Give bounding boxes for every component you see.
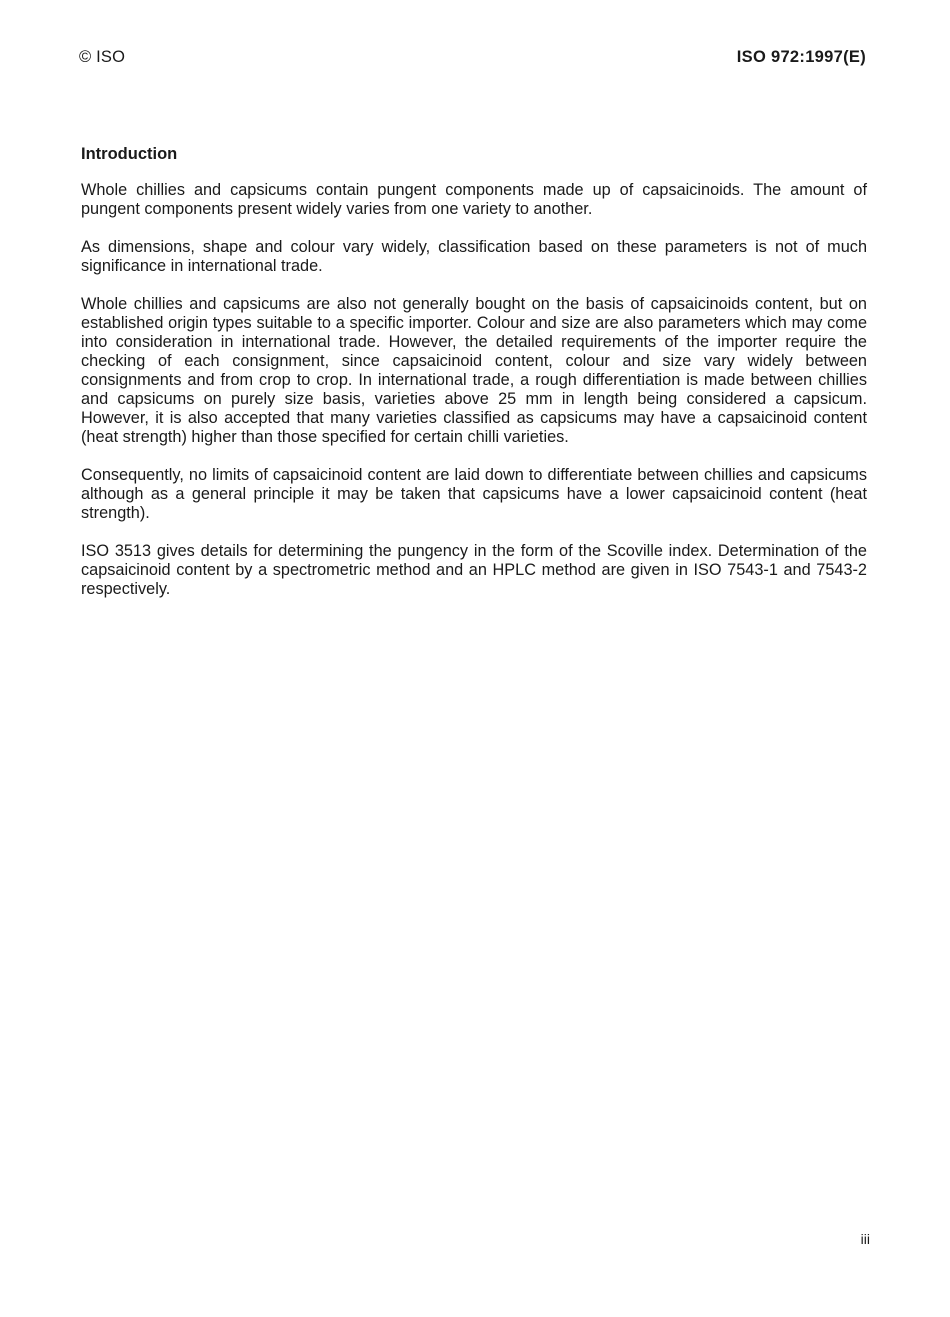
paragraph-5: ISO 3513 gives details for determining the pungency in the form of the Scoville index. Determination of the capsaicinoid content by a spectrometric method and an HPLC method are given in ISO 7543-1 and 7543-2 respectively.: [81, 542, 867, 598]
paragraph-2: As dimensions, shape and colour vary widely, classification based on these parameters is not of much significance in international trade.: [81, 238, 867, 275]
section-title: Introduction: [81, 145, 178, 163]
page-number: iii: [860, 1231, 870, 1247]
document-number-header: ISO 972:1997(E): [736, 48, 866, 66]
paragraph-4: Consequently, no limits of capsaicinoid content are laid down to differentiate between chillies and capsicums although as a general principle it may be taken that capsicums have a lower capsaicinoid content (heat strength).: [81, 466, 867, 522]
copyright-header: © ISO: [79, 48, 126, 66]
paragraph-1: Whole chillies and capsicums contain pungent components made up of capsaicinoids. The amount of pungent components present widely varies from one variety to another.: [81, 181, 867, 218]
main-content: [81, 144, 867, 618]
paragraph-3: Whole chillies and capsicums are also not generally bought on the basis of capsaicinoids content, but on established origin types suitable to a specific importer. Colour and size are also parameters which may come into consideration in international trade. However, the detailed requirements of the importer require the checking of each consignment, since capsaicinoid content, colour and size vary widely between consignments and from crop to crop. In international trade, a rough differentiation is made between chillies and capsicums on purely size basis, varieties above 25 mm in length being considered a capsicum. However, it is also accepted that many varieties classified as capsicums may have a capsaicinoid content (heat strength) higher than those specified for certain chilli varieties.: [81, 295, 867, 446]
